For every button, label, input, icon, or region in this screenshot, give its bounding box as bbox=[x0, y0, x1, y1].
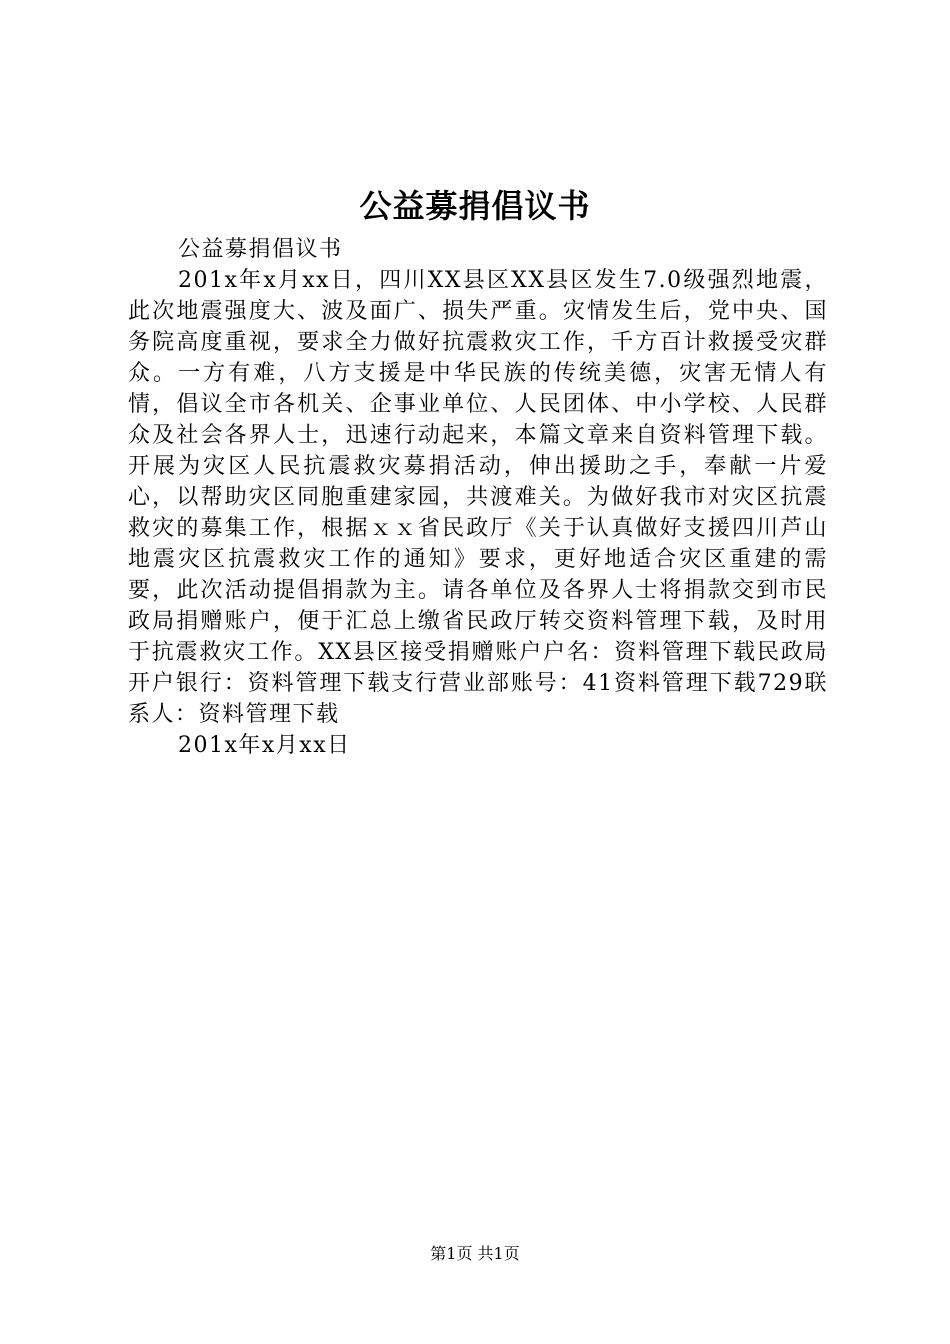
document-body bbox=[128, 234, 828, 761]
paragraph-main: 201x年x月xx日，四川XX县区XX县区发生7.0级强烈地震，此次地震强度大、波及面广、损失严重。灾情发生后，党中央、国务院高度重视，要求全力做好抗震救灾工作，千方百计救援受灾群众。一方有难，八方支援是中华民族的传统美德，灾害无情人有情，倡议全市各机关、企事业单位、人民团体、中小学校、人民群众及社会各界人士，迅速行动起来，本篇文章来自资料管理下载。开展为灾区人民抗震救灾募捐活动，伸出援助之手，奉献一片爱心，以帮助灾区同胞重建家园，共渡难关。为做好我市对灾区抗震救灾的募集工作，根据ｘｘ省民政厅《关于认真做好支援四川芦山地震灾区抗震救灾工作的通知》要求，更好地适合灾区重建的需要，此次活动提倡捐款为主。请各单位及各界人士将捐款交到市民政局捐赠账户，便于汇总上缴省民政厅转交资料管理下载，及时用于抗震救灾工作。XX县区接受捐赠账户户名：资料管理下载民政局开户银行：资料管理下载支行营业部账号：41资料管理下载729联系人：资料管理下载 bbox=[128, 268, 828, 727]
page-number-text: 第1页 共1页 bbox=[430, 1244, 520, 1263]
page-footer bbox=[0, 1243, 950, 1265]
paragraph-heading: 公益募捐倡议书 bbox=[178, 237, 343, 262]
document-title: 公益募捐倡议书 bbox=[359, 187, 591, 225]
paragraph-date: 201x年x月xx日 bbox=[178, 733, 351, 758]
